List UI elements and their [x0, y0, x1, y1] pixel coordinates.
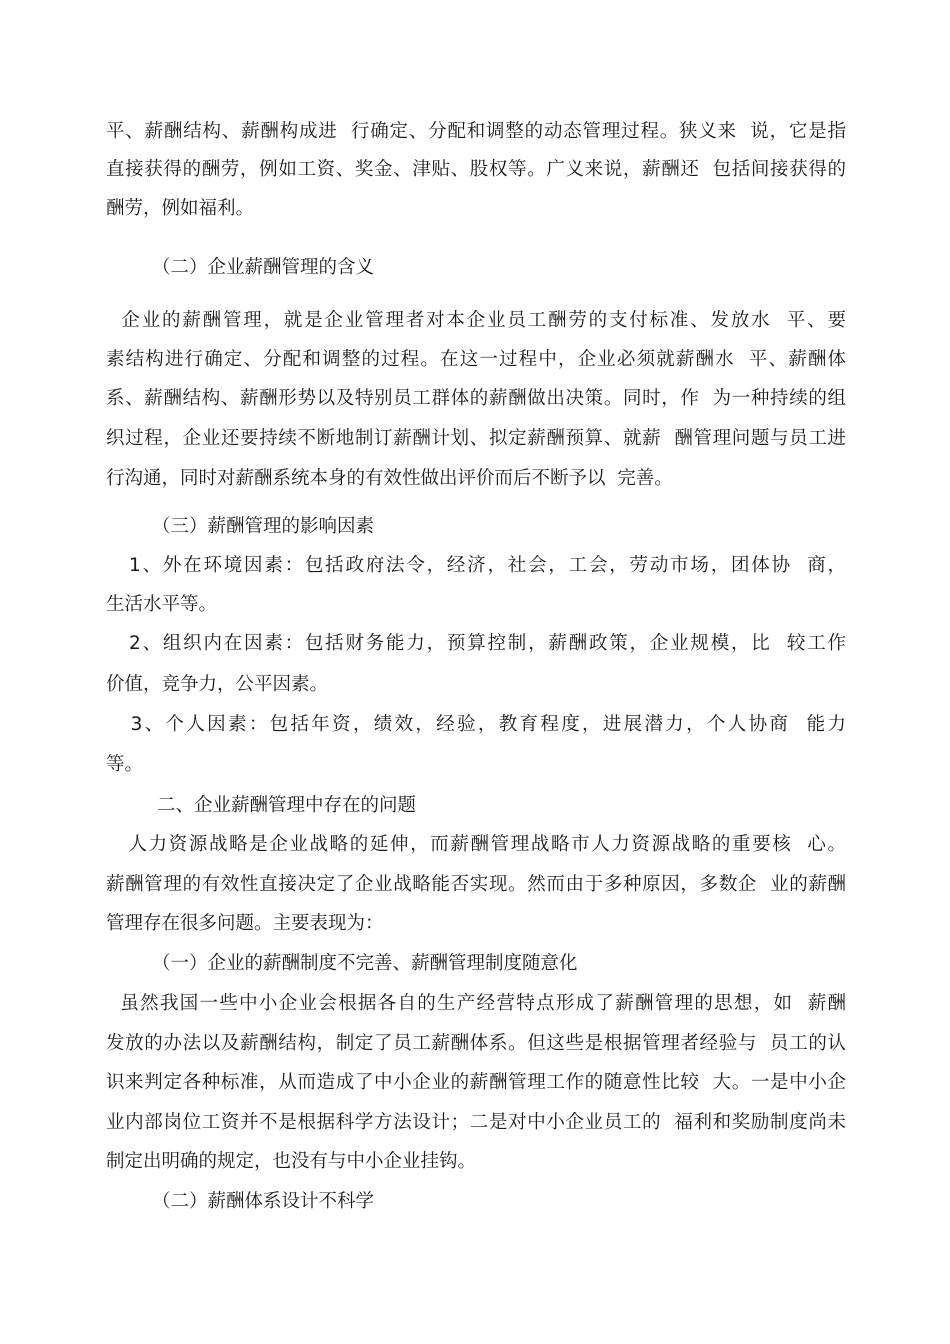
body-text-line: 直接获得的酬劳，例如工资、奖金、津贴、股权等。广义来说，薪酬还 包括间接获得的 [106, 159, 846, 180]
body-text-line: 素结构进行确定、分配和调整的过程。在这一过程中，企业必须就薪酬水 平、薪酬体 [106, 349, 846, 370]
list-item-line: 2、组织内在因素：包括财务能力，预算控制，薪酬政策，企业规模，比 较工作 [106, 633, 846, 654]
section-heading: 二、企业薪酬管理中存在的问题 [157, 795, 417, 816]
list-item-line: 等。 [106, 754, 144, 775]
list-item-line: 3、个人因素：包括年资，绩效，经验，教育程度，进展潜力，个人协商 能力 [106, 714, 846, 735]
body-text-line: 行沟通，同时对薪酬系统本身的有效性做出评价而后不断予以 完善。 [106, 468, 673, 489]
body-text-line: 系、薪酬结构、薪酬形势以及特别员工群体的薪酬做出决策。同时，作 为一种持续的组 [106, 388, 846, 409]
body-text-line: 织过程，企业还要持续不断地制订薪酬计划、拟定薪酬预算、就薪 酬管理问题与员工进 [106, 428, 846, 449]
list-item-line: 价值，竞争力，公平因素。 [106, 674, 329, 695]
subsection-heading: （三）薪酬管理的影响因素 [152, 516, 375, 537]
body-text-line: 酬劳，例如福利。 [106, 198, 255, 219]
subsection-heading: （二）薪酬体系设计不科学 [152, 1191, 375, 1212]
body-text-line: 人力资源战略是企业战略的延伸，而薪酬管理战略市人力资源战略的重要核 心。 [106, 834, 846, 855]
body-text-line: 业内部岗位工资并不是根据科学方法设计；二是对中小企业员工的 福利和奖励制度尚未 [106, 1112, 846, 1133]
subsection-heading: （二）企业薪酬管理的含义 [152, 257, 375, 278]
body-text-line: 薪酬管理的有效性直接决定了企业战略能否实现。然而由于多种原因，多数企 业的薪酬 [106, 874, 846, 895]
body-text-line: 制定出明确的规定，也没有与中小企业挂钩。 [106, 1151, 477, 1172]
body-text-line: 平、薪酬结构、薪酬构成进 行确定、分配和调整的动态管理过程。狭义来 说，它是指 [106, 121, 846, 142]
body-text-line: 识来判定各种标准，从而造成了中小企业的薪酬管理工作的随意性比较 大。一是中小企 [106, 1072, 846, 1093]
body-text-line: 发放的办法以及薪酬结构，制定了员工薪酬体系。但这些是根据管理者经验与 员工的认 [106, 1033, 846, 1054]
body-text-line: 虽然我国一些中小企业会根据各自的生产经营特点形成了薪酬管理的思想，如 薪酬 [106, 993, 846, 1014]
list-item-line: 1、外在环境因素：包括政府法令，经济，社会，工会，劳动市场，团体协 商， [106, 555, 846, 576]
list-item-line: 生活水平等。 [106, 594, 218, 615]
body-text-line: 管理存在很多问题。主要表现为： [106, 913, 384, 934]
subsection-heading: （一）企业的薪酬制度不完善、薪酬管理制度随意化 [152, 953, 578, 974]
body-text-line: 企业的薪酬管理，就是企业管理者对本企业员工酬劳的支付标准、发放水 平、要 [106, 310, 846, 331]
